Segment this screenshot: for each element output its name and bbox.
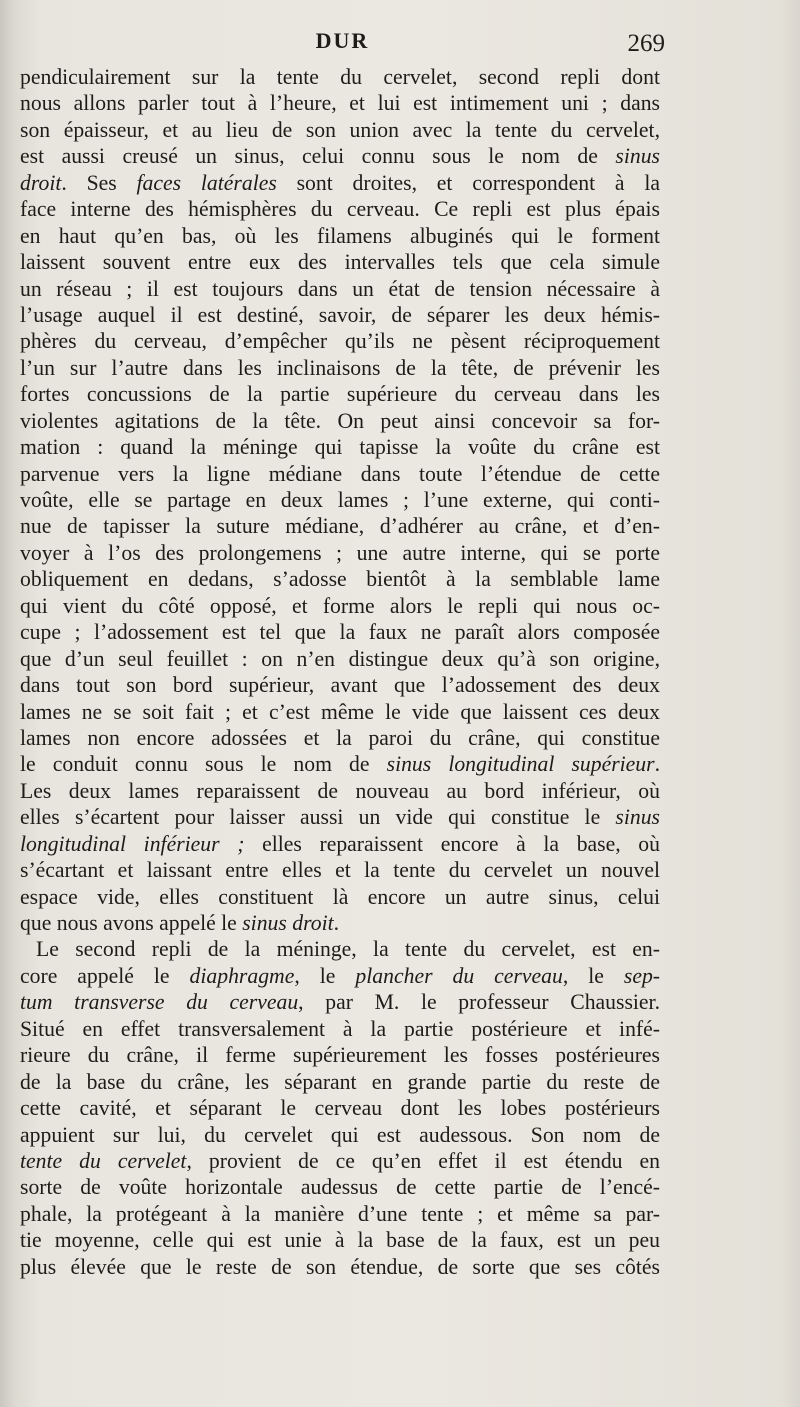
text-segment: de la base du crâne, les séparant en grande partie du reste de (20, 1069, 660, 1094)
text-segment: , le (294, 963, 356, 988)
text-segment: violentes agitations de la tête. On peut ainsi concevoir sa for- (20, 408, 660, 433)
text-segment: , par M. le professeur Chaussier. (298, 990, 661, 1015)
text-segment: pendiculairement sur la tente du cervelet, second repli dont (20, 65, 660, 89)
text-segment: nous allons parler tout à l’heure, et lui est intimement uni ; dans (20, 91, 660, 116)
italic-text: sinus (615, 805, 660, 830)
text-line (20, 302, 660, 328)
text-segment: lames ne se soit fait ; et c’est même le vide que laissent ces deux (20, 699, 660, 724)
text-segment: cette cavité, et séparant le cerveau dont les lobes postérieurs (20, 1096, 660, 1121)
text-line (20, 1042, 660, 1068)
text-segment: face interne des hémisphères du cerveau. Ce repli est plus épais (20, 197, 660, 222)
text-segment: appuient sur lui, du cervelet qui est audessous. Son nom de (20, 1122, 660, 1147)
text-line (20, 1174, 660, 1200)
italic-text: plancher du cerveau (355, 963, 563, 988)
text-segment: fortes concussions de la partie supérieure du cerveau dans les (20, 382, 660, 407)
text-segment: dans tout son bord supérieur, avant que l’adossement des deux (20, 673, 660, 698)
text-line (20, 963, 660, 989)
text-line (20, 1122, 660, 1148)
text-segment: . (654, 752, 660, 777)
text-segment: voyer à l’os des prolongemens ; une autre interne, qui se porte (20, 540, 660, 565)
text-segment: obliquement en dedans, s’adosse bientôt à la semblable lame (20, 567, 660, 592)
page-header (20, 28, 665, 62)
text-segment: que nous avons appelé le (20, 911, 243, 935)
text-line (20, 1069, 660, 1095)
text-segment: phale, la protégeant à la manière d’une tente ; et même sa par- (20, 1201, 660, 1226)
text-line (20, 831, 660, 857)
text-line (20, 699, 660, 725)
text-line (20, 672, 660, 698)
text-line (20, 117, 660, 143)
text-segment: sorte de voûte horizontale audessus de cette partie de l’encé- (20, 1175, 660, 1200)
text-line (20, 143, 660, 169)
text-segment: espace vide, elles constituent là encore un autre sinus, celui (20, 884, 660, 909)
text-line (20, 1148, 660, 1174)
text-body (20, 64, 660, 1280)
text-segment: sont droites, et correspondent à la (276, 170, 660, 195)
text-line (20, 1254, 660, 1280)
text-segment: mation : quand la méninge qui tapisse la voûte du crâne est (20, 435, 660, 460)
italic-text: sinus (615, 144, 660, 169)
text-line (20, 487, 660, 513)
text-segment: elles s’écartent pour laisser aussi un vide qui constitue le (20, 805, 616, 830)
text-segment: Le second repli de la méninge, la tente du cervelet, est en- (36, 937, 660, 962)
text-line (20, 1201, 660, 1227)
text-line (20, 804, 660, 830)
italic-text: diaphragme (189, 963, 295, 988)
text-line (20, 249, 660, 275)
italic-text: sep- (623, 963, 661, 988)
text-line (20, 936, 660, 962)
text-segment: le conduit connu sous le nom de (20, 752, 387, 777)
italic-text: sinus longitudinal supérieur (386, 752, 655, 777)
text-line (20, 355, 660, 381)
text-segment: , le (562, 963, 624, 988)
text-line (20, 328, 660, 354)
text-line (20, 857, 660, 883)
text-segment: l’un sur l’autre dans les inclinaisons de la tête, de prévenir les (20, 355, 660, 380)
text-line (20, 910, 660, 936)
text-line (20, 408, 660, 434)
text-segment: elles reparaissent encore à la base, où (244, 831, 660, 856)
text-line (20, 513, 660, 539)
text-line (20, 989, 660, 1015)
italic-text: tente du cervelet (20, 1148, 187, 1173)
running-head: DUR (315, 28, 370, 53)
text-segment: qui vient du côté opposé, et forme alors le repli qui nous oc- (20, 593, 660, 618)
text-line (20, 884, 660, 910)
text-line (20, 619, 660, 645)
text-line (20, 1016, 660, 1042)
text-segment: rieure du crâne, il ferme supérieurement les fosses postérieures (20, 1043, 660, 1068)
text-segment: tie moyenne, celle qui est unie à la base de la faux, est un peu (20, 1228, 660, 1253)
text-segment: voûte, elle se partage en deux lames ; l’une externe, qui conti- (20, 488, 660, 512)
text-segment: , provient de ce qu’en effet il est étendu en (186, 1148, 660, 1173)
text-segment: cupe ; l’adossement est tel que la faux ne paraît alors composée (20, 620, 660, 645)
text-line (20, 276, 660, 302)
text-line (20, 90, 660, 116)
text-segment: plus élevée que le reste de son étendue, de sorte que ses côtés (20, 1254, 660, 1279)
text-line (20, 434, 660, 460)
text-segment: lames non encore adossées et la paroi du crâne, qui constitue (20, 725, 660, 750)
text-segment: phères du cerveau, d’empêcher qu’ils ne pèsent réciproquement (20, 329, 660, 354)
text-line (20, 751, 660, 777)
text-segment: core appelé le (20, 963, 190, 988)
text-segment: s’écartant et laissant entre elles et la tente du cervelet un nouvel (20, 858, 660, 883)
text-line (20, 725, 660, 751)
text-line (20, 646, 660, 672)
text-line (20, 381, 660, 407)
italic-text: faces latérales (136, 170, 277, 195)
italic-text: longitudinal inférieur ; (20, 831, 245, 856)
text-segment: l’usage auquel il est destiné, savoir, de séparer les deux hémis- (20, 302, 660, 327)
text-line (20, 1095, 660, 1121)
text-segment: . Ses (61, 170, 137, 195)
text-segment: un réseau ; il est toujours dans un état de tension nécessaire à (20, 276, 660, 301)
text-line (20, 170, 660, 196)
text-segment: nue de tapisser la suture médiane, d’adhérer au crâne, et d’en- (20, 514, 660, 539)
text-line (20, 223, 660, 249)
text-segment: . (333, 911, 340, 935)
text-line (20, 1227, 660, 1253)
text-segment: que d’un seul feuillet : on n’en distingue deux qu’à son origine, (20, 646, 660, 671)
text-line (20, 566, 660, 592)
text-line (20, 64, 660, 90)
text-segment: parvenue vers la ligne médiane dans toute l’étendue de cette (20, 461, 660, 486)
text-line (20, 461, 660, 487)
text-segment: son épaisseur, et au lieu de son union avec la tente du cervelet, (20, 117, 660, 142)
text-line (20, 540, 660, 566)
italic-text: tum transverse du cerveau (20, 990, 299, 1015)
page-number: 269 (627, 30, 665, 57)
text-segment: est aussi creusé un sinus, celui connu sous le nom de (20, 144, 616, 169)
text-segment: laissent souvent entre eux des intervalles tels que cela simule (20, 250, 660, 275)
text-line (20, 778, 660, 804)
text-line (20, 593, 660, 619)
text-segment: Situé en effet transversalement à la partie postérieure et infé- (20, 1016, 660, 1041)
text-segment: Les deux lames reparaissent de nouveau au bord inférieur, où (20, 778, 660, 803)
text-segment: en haut qu’en bas, où les filamens albuginés qui le forment (20, 223, 660, 248)
italic-text: sinus droit (242, 911, 334, 935)
text-line (20, 196, 660, 222)
italic-text: droit (20, 170, 62, 195)
